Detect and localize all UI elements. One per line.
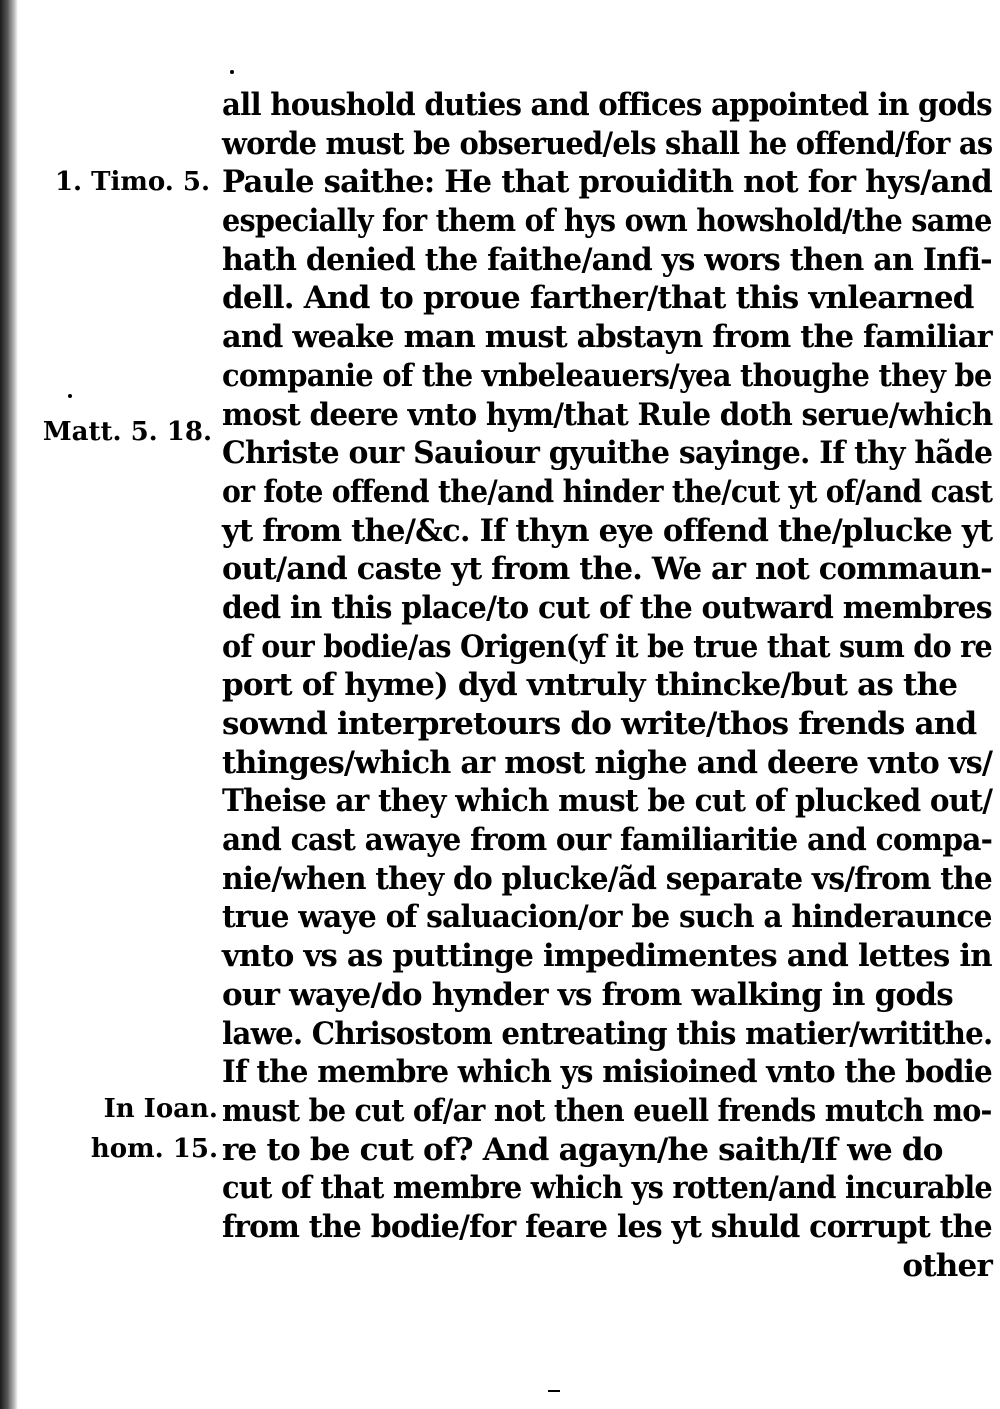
text-line: port of hyme) dyd vntruly thincke/but as the — [222, 667, 958, 704]
text-line: vnto vs as puttinge impedimentes and lettes in — [222, 938, 992, 975]
text-line: yt from the/&c. If thyn eye offend the/plucke yt — [222, 512, 993, 549]
text-line: most deere vnto hym/that Rule doth serue/which — [222, 396, 993, 433]
printer-mark — [548, 1390, 560, 1392]
text-line: worde must be obserued/els shall he offend/for as — [222, 125, 993, 162]
text-line: out/and caste yt from the. We ar not commaun- — [222, 551, 992, 588]
text-line: Theise ar they which must be cut of plucked out/ — [222, 783, 993, 820]
margin-note-john-1: In Ioan. — [103, 1094, 218, 1124]
margin-note-john-2: hom. 15. — [90, 1134, 218, 1164]
text-line: cut of that membre which ys rotten/and incurable — [222, 1170, 992, 1207]
printer-mark — [230, 70, 234, 74]
text-line: If the membre which ys misioined vnto the bodie — [222, 1054, 992, 1091]
text-line: hath denied the faithe/and ys wors then an Infi- — [222, 241, 992, 278]
margin-note-timothy: 1. Timo. 5. — [54, 167, 210, 197]
text-line: lawe. Chrisostom entreating this matier/writithe. — [222, 1015, 993, 1052]
printer-mark — [68, 394, 72, 398]
text-line: companie of the vnbeleauers/yea thoughe they be — [222, 357, 992, 394]
text-line: thinges/which ar most nighe and deere vnto vs/ — [222, 744, 993, 781]
text-line: our waye/do hynder vs from walking in gods — [222, 976, 953, 1013]
text-line: all houshold duties and offices appointed in gods — [222, 87, 992, 123]
text-line: or fote offend the/and hinder the/cut yt of/and cast — [222, 473, 993, 510]
margin-note-matthew: Matt. 5. 18. — [42, 417, 212, 447]
text-line: must be cut of/ar not then euell frends mutch mo- — [222, 1092, 992, 1129]
text-line: true waye of saluacion/or be such a hinderaunce — [222, 899, 992, 936]
text-line: of our bodie/as Origen(yf it be true that sum do re — [222, 628, 993, 665]
text-line: re to be cut of? And agayn/he saith/If we do — [222, 1131, 943, 1168]
page-binding-shadow — [0, 0, 18, 1409]
catchword: other — [902, 1247, 992, 1284]
text-line: from the bodie/for feare les yt shuld corrupt the — [222, 1208, 992, 1245]
text-line: and weake man must abstayn from the familiar — [222, 319, 992, 356]
text-line: sownd interpretours do write/thos frends and — [222, 706, 977, 742]
text-line: Paule saithe: He that prouidith not for hys/and — [222, 164, 992, 201]
text-line: and cast awaye from our familiaritie and compa- — [222, 822, 993, 859]
text-line: Christe our Sauiour gyuithe sayinge. If thy hãde — [222, 435, 993, 472]
body-text — [222, 86, 992, 1285]
text-line: dell. And to proue farther/that this vnlearned — [222, 280, 974, 317]
text-line: ded in this place/to cut of the outward membres — [222, 589, 992, 626]
text-line: nie/when they do plucke/ãd separate vs/from the — [222, 860, 992, 897]
text-line: especially for them of hys own howshold/the same — [222, 203, 992, 240]
